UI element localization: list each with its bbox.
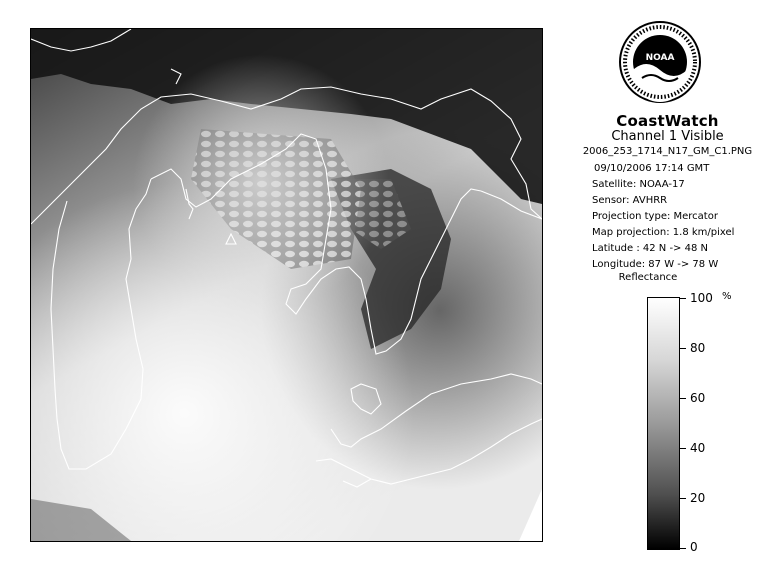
colorbar-tick: [680, 298, 686, 299]
satellite-label: Satellite: NOAA-17: [592, 179, 685, 190]
colorbar-tick-label: 0: [690, 540, 698, 554]
colorbar-tick: [680, 548, 686, 549]
colorbar-tick-label: 40: [690, 441, 706, 455]
sensor-label: Sensor: AVHRR: [592, 195, 668, 206]
longitude-range: Longitude: 87 W -> 78 W: [592, 259, 719, 270]
image-filename: 2006_253_1714_N17_GM_C1.PNG: [582, 146, 753, 157]
latitude-range: Latitude : 42 N -> 48 N: [592, 243, 708, 254]
colorbar-tick: [680, 498, 686, 499]
noaa-logo-icon: [618, 20, 702, 104]
satellite-image: [31, 29, 542, 541]
reflectance-colorbar: [647, 297, 680, 550]
date-time: 09/10/2006 17:14 GMT: [594, 163, 710, 174]
colorbar-tick-label: 80: [690, 341, 706, 355]
legend-title: Reflectance: [618, 272, 678, 283]
brand-title: CoastWatch: [616, 112, 719, 130]
colorbar-tick: [680, 348, 686, 349]
colorbar-tick: [680, 398, 686, 399]
projection-type: Projection type: Mercator: [592, 211, 718, 222]
colorbar-tick: [680, 448, 686, 449]
legend-unit: %: [722, 291, 732, 302]
logo-text: NOAA: [645, 53, 675, 63]
colorbar-tick-label: 100: [690, 291, 713, 305]
colorbar-tick-label: 60: [690, 391, 706, 405]
channel-label: Channel 1 Visible: [611, 129, 724, 144]
colorbar-tick-label: 20: [690, 491, 706, 505]
map-projection: Map projection: 1.8 km/pixel: [592, 227, 735, 238]
satellite-map: [30, 28, 543, 542]
